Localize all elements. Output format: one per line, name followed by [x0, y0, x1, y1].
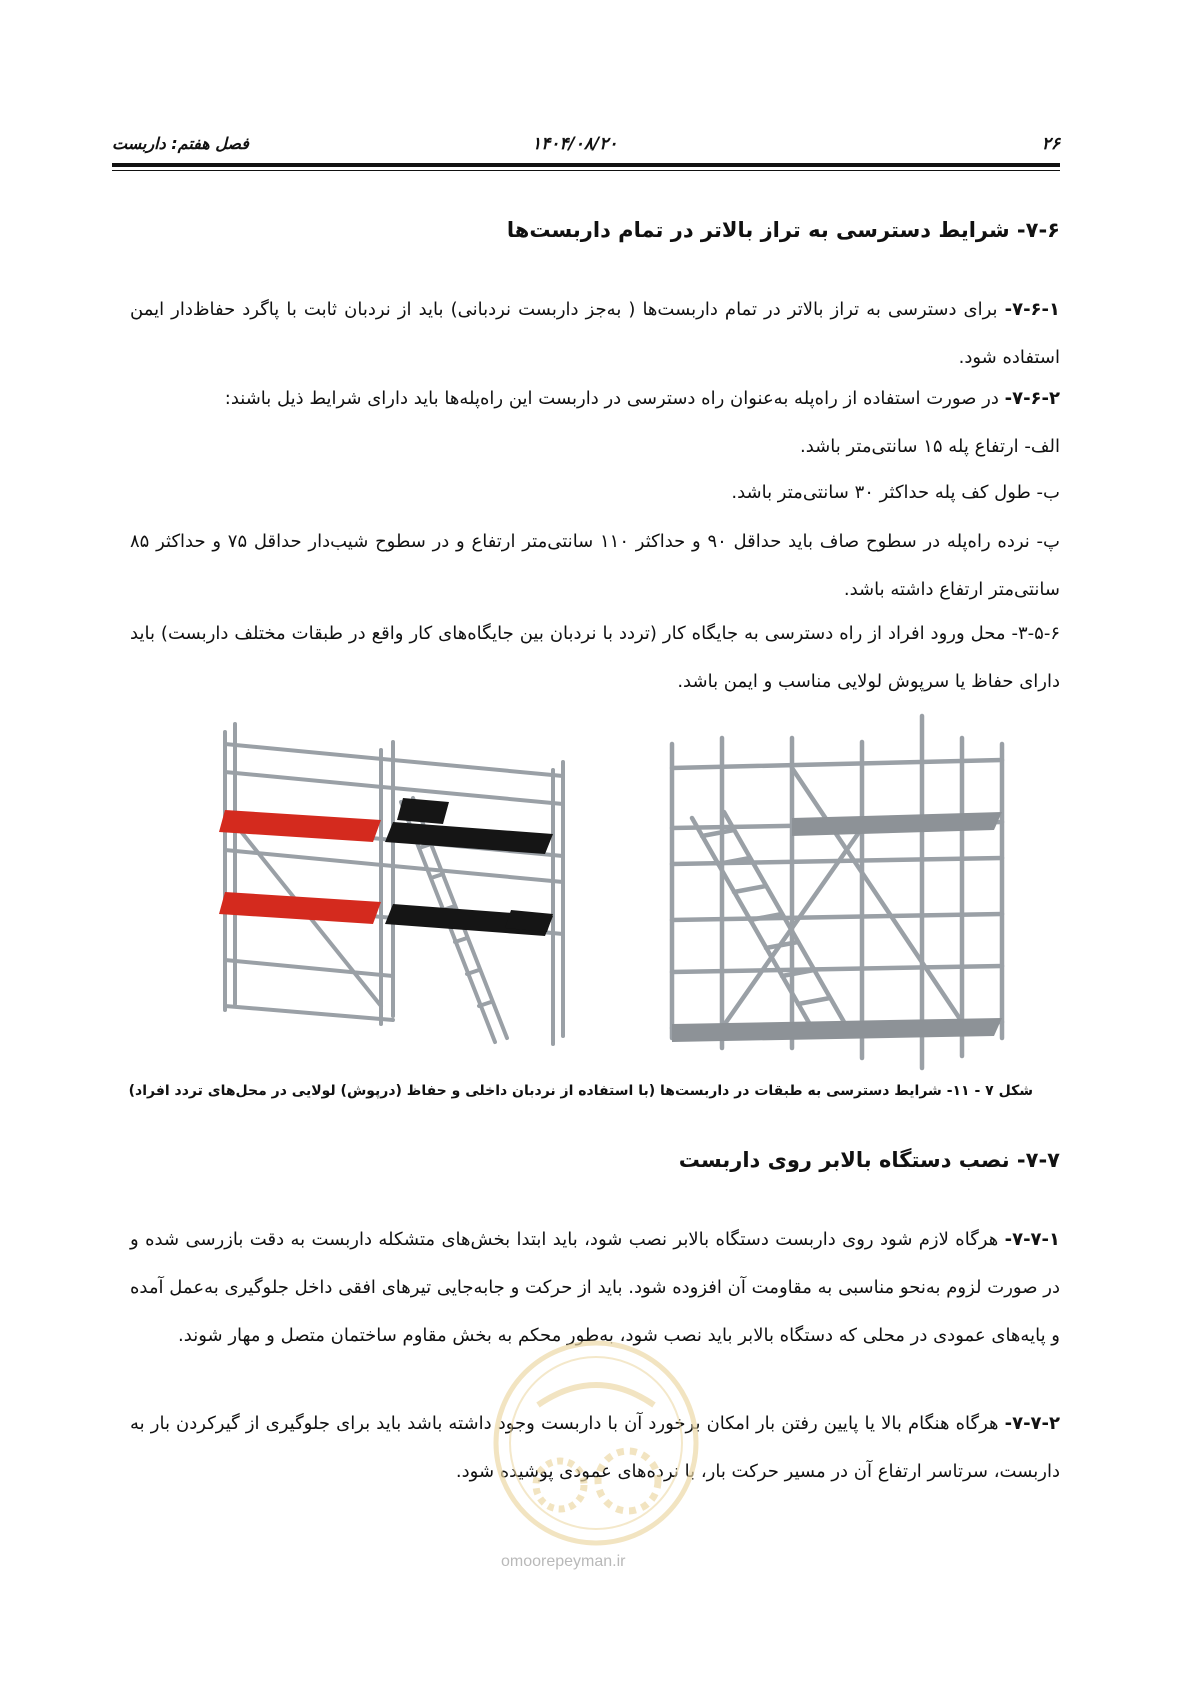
paragraph-text: برای دسترسی به تراز بالاتر در تمام داربست‌ها ( به‌جز داربست نردبانی) باید از نردبان ثابت با پاگرد حفاظ‌دار ایمن استفاده شود.	[130, 299, 1060, 368]
paragraph-text: هرگاه هنگام بالا یا پایین رفتن بار امکان برخورد آن با داربست وجود داشته باشد باید برای جلوگیری از گیرکردن بار به داربست، سرتاسر ارتفاع آن در مسیر حرکت بار، با نرده‌های عمودی پوشیده شود.	[130, 1413, 1060, 1482]
paragraph-number: ۷-۷-۱-	[1004, 1229, 1060, 1250]
paragraph-7-6-1	[130, 286, 1060, 382]
paragraph-7-6-2	[225, 388, 1060, 409]
header-date: ۱۴۰۴/۰۸/۲۰	[532, 134, 618, 154]
header-rule-thin	[112, 170, 1060, 171]
paragraph-7-6-3: ۳-۵-۶- محل ورود افراد از راه دسترسی به جایگاه کار (تردد با نردبان بین جایگاه‌های کار واقع در طبقات مختلف داربست) باید دارای حفاظ یا سرپوش لولایی مناسب و ایمن باشد.	[130, 623, 1060, 692]
chapter-title: فصل هفتم: داربست	[112, 134, 249, 153]
figure-caption: شکل ۷ - ۱۱- شرایط دسترسی به طبقات در داربست‌ها (با استفاده از نردبان داخلی و حفاظ (درپوش) لولایی در محل‌های تردد افراد)	[128, 1083, 1033, 1099]
paragraph-number: ۷-۶-۲-	[1004, 388, 1060, 409]
watermark-seal-logo	[488, 1335, 704, 1551]
scaffold-stair-figure	[662, 708, 1014, 1076]
scaffold-ladder-figure	[213, 714, 573, 1054]
paragraph-number: ۷-۷-۲-	[1004, 1413, 1060, 1434]
page-header	[112, 130, 1060, 160]
watermark-site: omoorepeyman.ir	[501, 1553, 626, 1570]
section-heading-7-7: ۷-۷- نصب دستگاه بالابر روی داربست	[678, 1148, 1060, 1172]
list-item-b: ب- طول کف پله حداکثر ۳۰ سانتی‌متر باشد.	[731, 482, 1060, 503]
header-rule-thick	[112, 163, 1060, 167]
section-heading-7-6: ۷-۶- شرایط دسترسی به تراز بالاتر در تمام داربست‌ها	[506, 218, 1060, 242]
page-number: ۲۶	[1041, 134, 1060, 154]
list-item-p: پ- نرده راه‌پله در سطوح صاف باید حداقل ۹۰ و حداکثر ۱۱۰ سانتی‌متر ارتفاع و در سطوح شیب‌دار حداقل ۷۵ و حداکثر ۸۵ سانتی‌متر ارتفاع داشته باشد.	[130, 531, 1060, 600]
paragraph-text: هرگاه لازم شود روی داربست دستگاه بالابر نصب شود، باید ابتدا بخش‌های متشکله داربست به دقت بازرسی شده و در صورت لزوم به‌نحو مناسبی به مقاومت آن افزوده شود. باید از حرکت و جابه‌جایی تیرهای افقی داخل جلوگیری به‌عمل آمده و پایه‌های عمودی در محلی که دستگاه بالابر باید نصب شود، به‌طور محکم به بخش مقاوم ساختمان متصل و مهار شوند.	[130, 1229, 1060, 1346]
paragraph-number: ۷-۶-۱-	[1004, 299, 1060, 320]
paragraph-text: در صورت استفاده از راه‌پله به‌عنوان راه دسترسی در داربست این راه‌پله‌ها باید دارای شرایط ذیل باشند:	[224, 388, 999, 409]
list-item-a: الف- ارتفاع پله ۱۵ سانتی‌متر باشد.	[800, 436, 1060, 457]
